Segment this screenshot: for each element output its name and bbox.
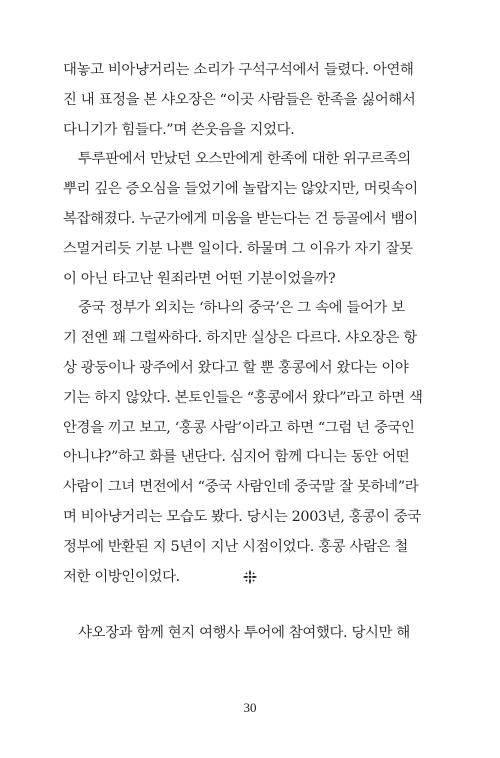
body-text-section-1 xyxy=(63,56,451,592)
text-line: 스멀거리듯 기분 나쁜 일이다. 하물며 그 이유가 자기 잘못 xyxy=(63,240,413,257)
paragraph-first-line: 샤오장과 함께 현지 여행사 투어에 참여했다. 당시만 해 xyxy=(78,625,410,641)
text-line: 사람이 그녀 면전에서 “중국 사람인데 중국말 잘 못하네”라 xyxy=(63,479,419,496)
text-line: 이 아닌 타고난 원죄라면 어떤 기분이었을까? xyxy=(63,270,336,287)
text-line: 안경을 끼고 보고, ‘홍콩 사람’이라고 하면 “그럼 넌 중국인 xyxy=(63,419,415,436)
text-line: 기 전엔 꽤 그럴싸하다. 하지만 실상은 다르다. 샤오장은 항 xyxy=(63,330,417,347)
page-number: 30 xyxy=(243,700,257,715)
body-text-section-2 xyxy=(63,619,451,649)
text-line: 진 내 표정을 본 샤오장은 “이곳 사람들은 한족을 싫어해서 xyxy=(63,91,416,108)
paragraph-first-line: 중국 정부가 외치는 ‘하나의 중국’은 그 속에 들어가 보 xyxy=(78,300,405,317)
fleuron-ornament-icon xyxy=(241,568,259,586)
text-line: 아니냐?”하고 화를 낸단다. 심지어 함께 다니는 동안 어떤 xyxy=(63,449,410,466)
text-line: 뿌리 깊은 증오심을 들었기에 놀랍지는 않았지만, 머릿속이 xyxy=(63,181,418,198)
text-line: 며 비아냥거리는 모습도 봤다. 당시는 2003년, 홍콩이 중국 xyxy=(63,508,421,525)
text-line: 복잡해졌다. 누군가에게 미움을 받는다는 건 등골에서 뱀이 xyxy=(63,210,418,227)
text-line: 저한 이방인이었다. xyxy=(63,568,180,585)
text-line: 기는 하지 않았다. 본토인들은 “홍콩에서 왔다”라고 하면 색 xyxy=(63,389,423,406)
text-line: 상 광둥이나 광주에서 왔다고 할 뿐 홍콩에서 왔다는 이야 xyxy=(63,359,409,376)
text-line: 대놓고 비아냥거리는 소리가 구석구석에서 들렸다. 아연해 xyxy=(63,62,414,78)
text-line: 정부에 반환된 지 5년이 지난 시점이었다. 홍콩 사람은 철 xyxy=(63,538,408,555)
text-line: 다니기가 힘들다.”며 쓴웃음을 지었다. xyxy=(63,121,295,138)
paragraph-first-line: 투루판에서 만났던 오스만에게 한족에 대한 위구르족의 xyxy=(78,151,411,168)
